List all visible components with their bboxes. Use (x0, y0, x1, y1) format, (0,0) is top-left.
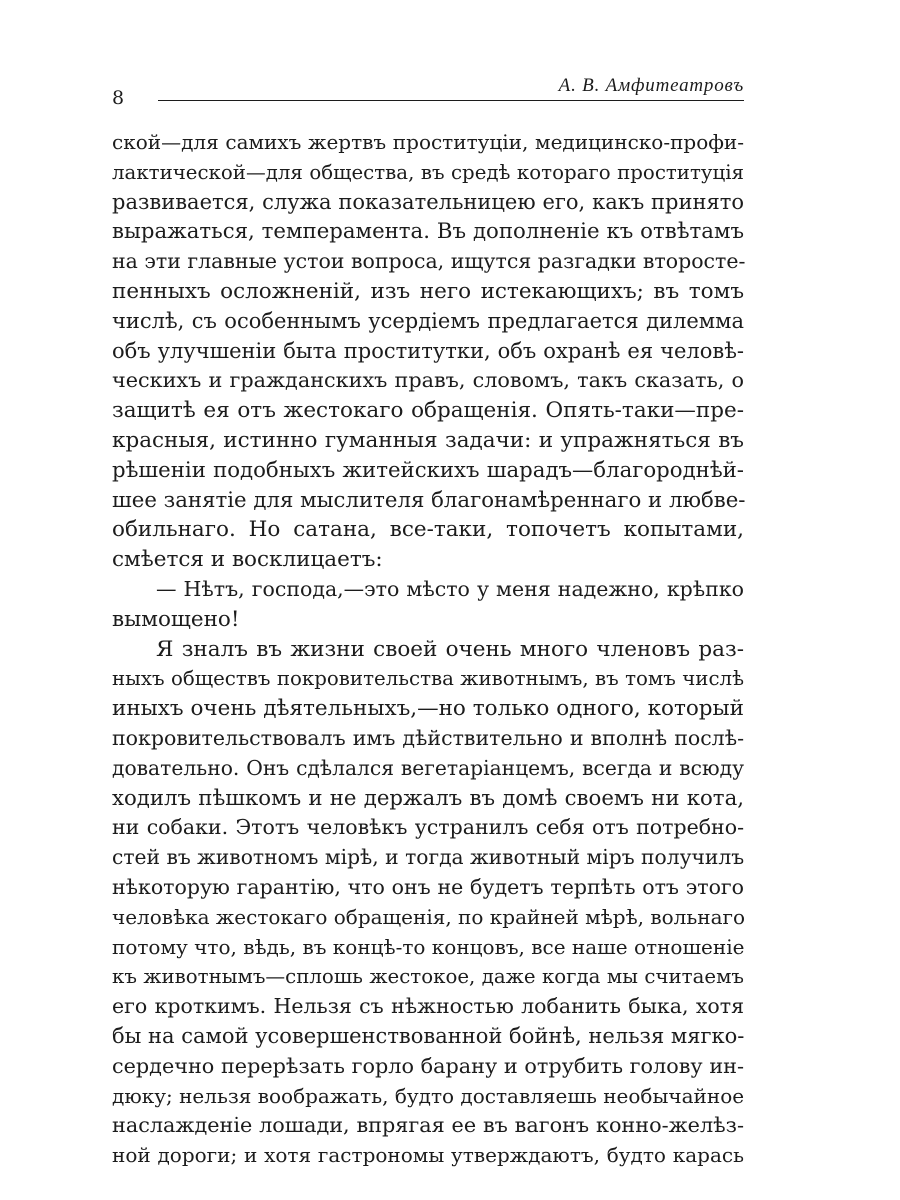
text-line: покровительствовалъ имъ дѣйствительно и вполнѣ послѣ- (112, 725, 744, 750)
text-line: стей въ животномъ мірѣ, и тогда животный міръ получилъ (112, 845, 745, 870)
text-line: иныхъ очень дѣятельныхъ,—но только одного, который (112, 696, 744, 722)
text-line: пенныхъ осложненій, изъ него истекающихъ; въ томъ (112, 278, 744, 304)
text-line: ходилъ пѣшкомъ и не держалъ въ домѣ своемъ ни кота, (112, 785, 744, 811)
text-line: бы на самой усовершенствованной бойнѣ, нельзя мягко- (112, 1023, 745, 1048)
text-line: ныхъ обществъ покровительства животнымъ, въ томъ числѣ (112, 667, 744, 691)
text-line: красныя, истинно гуманныя задачи: и упражняться въ (112, 427, 744, 453)
text-line: къ животнымъ—сплошь жестокое, даже когда мы считаемъ (112, 965, 744, 989)
text-line: ской—для самихъ жертвъ проституціи, медицинско-профи- (112, 130, 744, 154)
header-rule (158, 100, 744, 101)
text-line: вымощено! (112, 606, 240, 632)
text-line: на эти главные устои вопроса, ищутся разгадки второсте- (112, 249, 746, 274)
text-line: ческихъ и гражданскихъ правъ, словомъ, такъ сказать, о (112, 368, 744, 393)
text-line: ной дороги; и хотя гастрономы утверждаютъ, будто карась (112, 1143, 744, 1168)
text-line: развивается, служа показательницею его, какъ принято (112, 189, 744, 214)
text-line: числѣ, съ особеннымъ усердіемъ предлагается дилемма (112, 308, 744, 333)
text-line: человѣка жестокаго обращенія, по крайней мѣрѣ, вольнаго (112, 904, 746, 929)
page-number: 8 (112, 87, 125, 109)
text-line: наслажденіе лошади, впрягая ее въ вагонъ конно-желѣз- (112, 1113, 744, 1138)
text-line: дюку; нельзя воображать, будто доставляешь необычайное (112, 1083, 745, 1108)
text-line: сердечно перерѣзать горло барану и отрубить голову ин- (112, 1053, 744, 1078)
body-text (112, 128, 744, 1171)
page-header (112, 74, 744, 109)
text-line: потому что, вѣдь, въ концѣ-то концовъ, все наше отношеніе (112, 934, 745, 959)
text-line: обильнаго. Но сатана, все-таки, топочетъ копытами, (112, 517, 744, 543)
text-line: его кроткимъ. Нельзя съ нѣжностью лобанить быка, хотя (112, 994, 744, 1019)
text-line: ни собаки. Этотъ человѣкъ устранилъ себя отъ потребно- (112, 815, 744, 840)
text-line: шее занятіе для мыслителя благонамѣреннаго и любве- (112, 487, 746, 513)
text-line: довательно. Онъ сдѣлался вегетаріанцемъ, всегда и всюду (112, 755, 744, 780)
text-line: — Нѣтъ, господа,—это мѣсто у меня надежно, крѣпко (156, 576, 744, 601)
text-line: смѣется и восклицаетъ: (112, 547, 383, 573)
running-head-author: А. В. Амфитеатровъ (558, 75, 744, 96)
text-line: объ улучшеніи быта проститутки, объ охранѣ ея человѣ- (112, 338, 744, 363)
text-line: лактической—для общества, въ средѣ котораго проституція (112, 160, 744, 184)
text-line: нѣкоторую гарантію, что онъ не будетъ терпѣть отъ этого (112, 874, 744, 899)
text-line: выражаться, темперамента. Въ дополненіе къ отвѣтамъ (112, 219, 744, 245)
text-line: защитѣ ея отъ жестокаго обращенія. Опять-таки—пре- (112, 398, 744, 424)
text-line: Я зналъ въ жизни своей очень много членовъ раз- (156, 636, 744, 662)
text-line: рѣшеніи подобныхъ житейскихъ шарадъ—благороднѣй- (112, 457, 744, 483)
